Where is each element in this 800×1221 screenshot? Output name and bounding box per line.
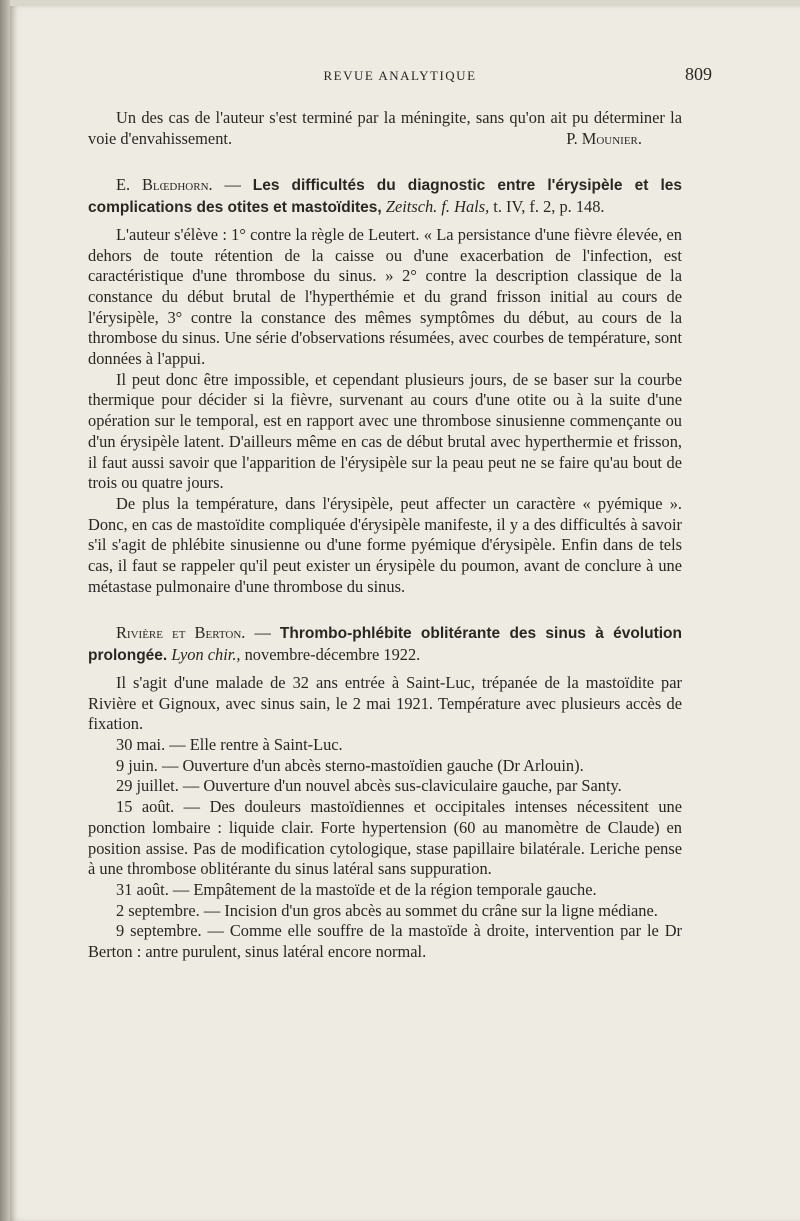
article2-paragraph: Il s'agit d'une malade de 32 ans entrée à Saint-Luc, trépanée de la mastoïdite par Rivière et Gignoux, avec sinus sain, le 2 mai 1921. Température avec plusieurs accès de fixation.: [88, 672, 682, 734]
spacer: [88, 149, 682, 175]
article1-heading: [88, 175, 682, 218]
spacer: [88, 597, 682, 623]
article2-paragraph: 15 août. — Des douleurs mastoïdiennes et occipitales intenses nécessitent une ponction lombaire : liquide clair. Forte hypertension (60 au manomètre de Claude) en position assise. Pas de modification cytologique, stase papillaire bilatérale. Leriche pense à une thrombose oblitérante du sinus latéral sans suppuration.: [88, 797, 682, 879]
article0-paragraph: [88, 108, 682, 149]
article2-paragraph: 2 septembre. — Incision d'un gros abcès au sommet du crâne sur la ligne médiane.: [116, 900, 658, 920]
article1-paragraph-2: Il peut donc être impossible, et cependant plusieurs jours, de se baser sur la courbe thermique pour décider si la fièvre, survenant au cours d'une otite ou à la suite d'une opération sur le temporal, est en rapport avec une thrombose sinusienne commençante ou d'un érysipèle latent. D'ailleurs même en cas de début brutal avec hyperthermie et frisson, il faut aussi savoir que l'apparition de l'érysipèle sur la peau peut ne se faire qu'au bout de trois ou quatre jours.: [88, 369, 682, 493]
article2-authors: Rivière et Berton.: [116, 623, 246, 643]
article2-paragraph: 30 mai. — Elle rentre à Saint-Luc.: [116, 734, 343, 754]
body-text: [88, 108, 682, 963]
article1-paragraph-3: De plus la température, dans l'érysipèle, peut affecter un caractère « pyémique ». Donc, en cas de mastoïdite compliquée d'érysipèle manifeste, il y a des difficultés à savoir s'il s'agit de phlébite sinusienne ou d'une forme pyémique d'érysipèle. Enfin dans de tels cas, il faut se rappeler qu'il peut exister un érysipèle du poumon, avant de conclure à une métastase pulmonaire d'une thrombose du sinus.: [88, 493, 682, 596]
article2-paragraph: 29 juillet. — Ouverture d'un nouvel abcès sus-claviculaire gauche, par Santy.: [116, 776, 622, 796]
page-edge-shadow: [0, 0, 10, 1221]
article1-dash: —: [212, 175, 253, 195]
article1-paragraph-1: L'auteur s'élève : 1° contre la règle de Leutert. « La persistance d'une fièvre élevée, en dehors de toute rétention de la caisse ou d'une exacerbation de l'infection, est caractéristique d'une thrombose du sinus. » 2° contre la description classique de la constance du début brutal de l'hyperthémie et du grand frisson initial au cours de l'érysipèle, 3° contre la constance des mêmes symptômes du début, au cours de la thrombose du sinus. Une série d'observations résumées, avec courbes de température, sont données à l'appui.: [88, 224, 682, 369]
article1-author: E. Blœdhorn.: [116, 175, 213, 195]
article1-journal: Zeitsch. f. Hals,: [385, 197, 490, 217]
article0-signature: P. Mounier.: [566, 128, 642, 148]
article2-heading: [88, 623, 682, 666]
article2-journal: Lyon chir.,: [171, 645, 241, 665]
article0-text: Un des cas de l'auteur s'est terminé par la méningite, sans qu'on ait pu déterminer la voie d'envahissement.: [88, 108, 682, 148]
article1-title: Les difficultés du diagnostic entre l'érysipèle et les complications des otites et mastoïdites,: [88, 177, 682, 217]
article2-paragraph: 9 septembre. — Comme elle souffre de la mastoïde à droite, intervention par le Dr Berton : antre purulent, sinus latéral encore normal.: [88, 921, 682, 962]
article2-paragraph: 31 août. — Empâtement de la mastoïde et de la région temporale gauche.: [116, 879, 597, 899]
article2-dash: —: [245, 623, 280, 643]
article1-reference: t. IV, f. 2, p. 148.: [489, 197, 605, 217]
article2-title: Thrombo-phlébite oblitérante des sinus à évolution prolongée.: [88, 625, 682, 665]
article2-paragraph: 9 juin. — Ouverture d'un abcès sterno-mastoïdien gauche (Dr Arlouin).: [116, 755, 584, 775]
running-head: [88, 64, 712, 88]
page-number: 809: [685, 64, 712, 84]
article2-reference: novembre-décembre 1922.: [240, 645, 421, 665]
journal-section-title: REVUE ANALYTIQUE: [323, 68, 477, 83]
